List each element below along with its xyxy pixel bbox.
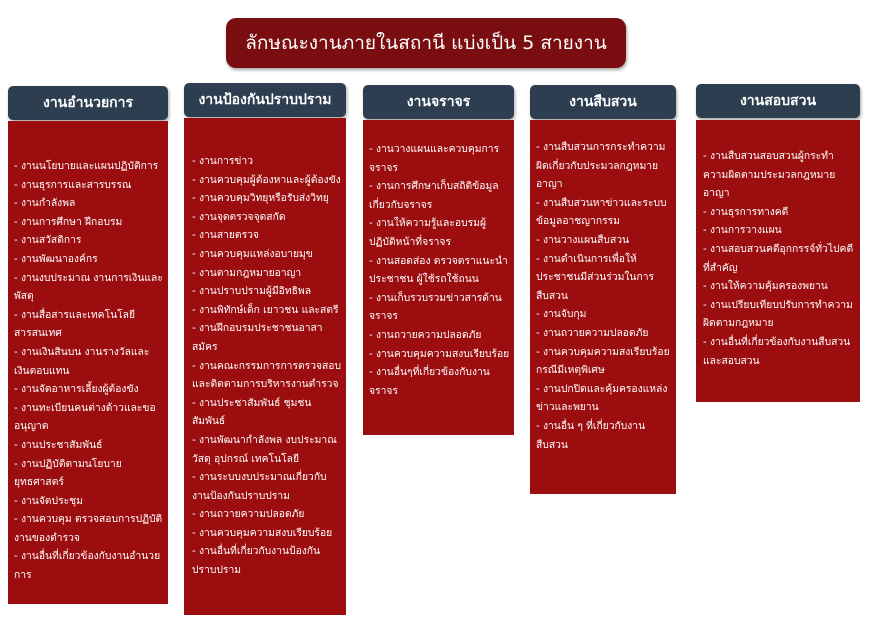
list-item: - งานงบประมาณ งานการเงินและพัสดุ (14, 271, 163, 303)
column-body-investigation (530, 120, 676, 494)
list-item: - งานวางแผนสืบสวน (536, 233, 630, 246)
column-header-crime-prevention: งานป้องกันปราบปราม (184, 83, 346, 117)
list-item: - งานควบคุมวิทยุหรือรับส่งวิทยุ (192, 192, 329, 205)
column-body-administration (8, 121, 168, 604)
column-body-crime-prevention (184, 118, 346, 615)
list-item: - งานพิทักษ์เด็ก เยาวชน และสตรี (192, 303, 339, 316)
list-item: - งานเปรียบเทียบปรับการทำความผิดตามกฎหมาย (703, 298, 853, 330)
list-item: - งานการศึกษาเก็บสถิติข้อมูลเกี่ยวกับจราจร (369, 180, 499, 211)
list-item: - งานจัดประชุม (14, 494, 83, 507)
column-header-traffic: งานจราจร (363, 85, 514, 119)
list-item: - งานนโยบายและแผนปฏิบัติการ (14, 160, 159, 172)
column-header-administration: งานอำนวยการ (8, 86, 168, 120)
list-item: - งานประชาสัมพันธ์ ชุมชนสัมพันธ์ (192, 396, 312, 428)
column-header-inquiry: งานสอบสวน (696, 84, 860, 118)
item-list (369, 140, 510, 400)
list-item: - งานกำลังพล (14, 197, 76, 210)
item-list (703, 147, 856, 370)
list-item: - งานควบคุมความสงบเรียบร้อย (369, 347, 510, 360)
list-item: - งานสืบสวนหาข่าวและระบบข้อมูลอาชญากรรม (536, 196, 667, 228)
list-item: - งานพัฒนากำลังพล งบประมาณ วัสดุ อุปกรณ์ เทคโนโลยี (192, 433, 337, 465)
list-item: - งานถวายความปลอดภัย (369, 328, 482, 341)
column-header-investigation: งานสืบสวน (530, 85, 676, 119)
diagram-title: ลักษณะงานภายในสถานี แบ่งเป็น 5 สายงาน (226, 18, 626, 68)
list-item: - งานให้ความคุ้มครองพยาน (703, 280, 828, 293)
list-item: - งานสื่อสารและเทคโนโลยีสารสนเทศ (14, 308, 136, 340)
list-item: - งานสืบสวนสอบสวนผู้กระทำความผิดตามประมวลกฎหมายอาญา (703, 150, 836, 200)
list-item: - งานควบคุม ตรวจสอบการปฏิบัติงานของตำรวจ (14, 513, 163, 544)
column-body-traffic (363, 120, 514, 435)
list-item: - งานควบคุมความสงบเรียบร้อย (192, 526, 333, 539)
list-item: - งานจัดอาหารเลี้ยงผู้ต้องขัง (14, 383, 139, 396)
list-item: - งานอื่น ๆ ที่เกี่ยวกับงานสืบสวน (536, 419, 646, 451)
list-item: - งานจับกุม (536, 308, 587, 321)
list-item: - งานควบคุมความสงเรียบร้อยกรณีมีเหตุพิเศษ (536, 345, 670, 377)
list-item: - งานการวางแผน (703, 224, 782, 237)
column-body-inquiry (696, 120, 860, 402)
list-item: - งานเงินสินบน งานรางวัลและเงินตอบแทน (14, 345, 150, 377)
list-item: - งานให้ความรู้และอบรมผู้ปฏิบัติหน้าที่จราจร (369, 217, 486, 248)
list-item: - งานประชาสัมพันธ์ (14, 438, 103, 451)
list-item: - งานสืบสวนการกระทำความผิดเกี่ยวกับประมวลกฎหมายอาญา (536, 141, 666, 191)
list-item: - งานเก็บรวบรวมข่าวสารด้านจราจร (369, 291, 502, 323)
list-item: - งานควบคุมผู้ต้องหาและผู้ต้องขัง (192, 173, 341, 186)
list-item: - งานระบบงบประมาณเกี่ยวกับงานป้องกันปราบปราม (192, 471, 327, 502)
list-item: - งานอื่นที่เกี่ยวกับงานป้องกันปราบปราม (192, 545, 321, 577)
list-item: - งานดำเนินการเพื่อให้ประชาชนมีส่วนร่วมในการสืบสวน (536, 252, 655, 302)
list-item: - งานฝึกอบรมประชาชนอาสาสมัคร (192, 322, 323, 353)
list-item: - งานตามกฎหมายอาญา (192, 266, 302, 279)
list-item: - งานธุรการทางคดี (703, 205, 789, 218)
list-item: - งานการข่าว (192, 155, 253, 167)
list-item: - งานถวายความปลอดภัย (192, 508, 305, 521)
list-item: - งานคณะกรรมการการตรวจสอบและติดตามการบริหารงานตำรวจ (192, 359, 342, 391)
list-item: - งานปกปิดและคุ้มครองแหล่งข่าวและพยาน (536, 382, 668, 414)
list-item: - งานอื่นที่เกี่ยวข้องกับงานอำนวยการ (14, 550, 161, 582)
list-item: - งานควบคุมแหล่งอบายมุข (192, 247, 313, 260)
list-item: - งานจุดตรวจจุดสกัด (192, 210, 286, 223)
item-list (536, 138, 672, 454)
item-list (14, 157, 164, 585)
list-item: - งานทะเบียนคนต่างด้าวและขออนุญาต (14, 401, 156, 433)
list-item: - งานปฏิบัติตามนโยบายยุทธศาสตร์ (14, 457, 122, 489)
list-item: - งานวางแผนและควบคุมการจราจร (369, 143, 500, 174)
list-item: - งานสวัสดิการ (14, 234, 82, 247)
list-item: - งานสอบสวนคดีอุกกรรจ์ทั่วไปคดีที่สำคัญ (703, 242, 854, 274)
list-item: - งานการศึกษา ฝึกอบรม (14, 215, 123, 228)
list-item: - งานสอดส่อง ตรวจตราแนะนำประชาชน ผู้ใช้รถใช้ถนน (369, 254, 508, 286)
list-item: - งานปราบปรามผู้มีอิทธิพล (192, 285, 312, 298)
list-item: - งานธุรการและสารบรรณ (14, 178, 132, 191)
list-item: - งานสายตรวจ (192, 229, 259, 242)
list-item: - งานพัฒนาองค์กร (14, 252, 98, 265)
list-item: - งานอื่นที่เกี่ยวข้องกับงานสืบสวนและสอบสวน (703, 335, 851, 367)
list-item: - งานอื่นๆที่เกี่ยวข้องกับงานจราจร (369, 366, 490, 397)
item-list (192, 152, 342, 580)
list-item: - งานถวายความปลอดภัย (536, 326, 649, 339)
